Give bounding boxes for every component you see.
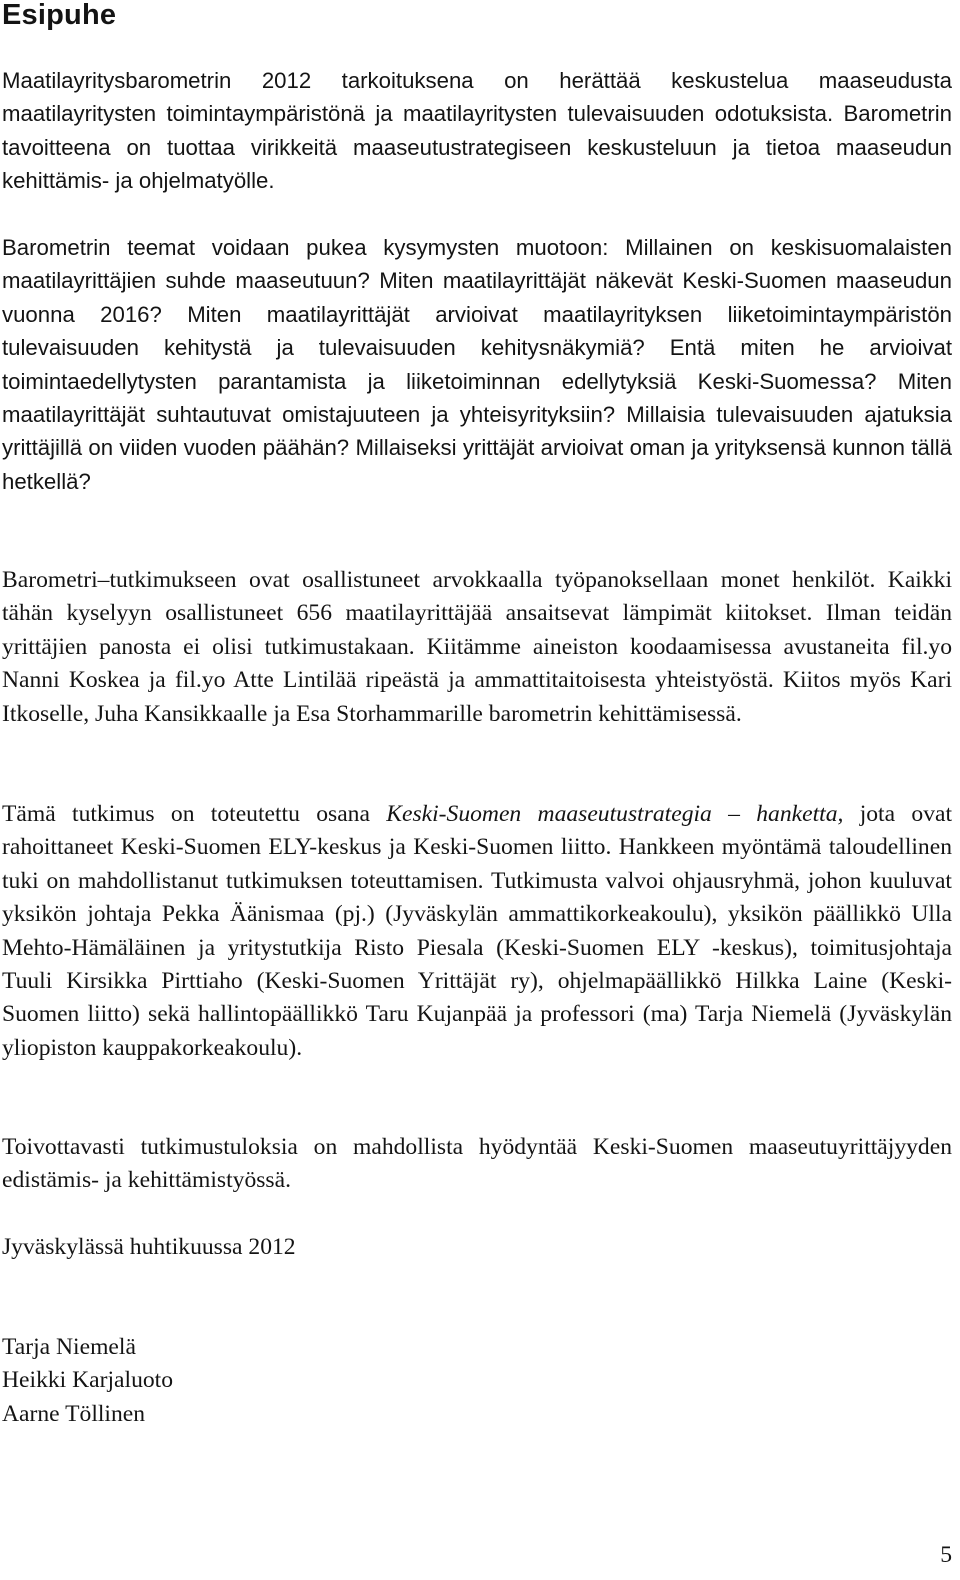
page-heading: Esipuhe <box>2 0 117 31</box>
paragraph-acknowledgements: Barometri–tutkimukseen ovat osallistuneet arvokkaalla työpanoksellaan monet henkilöt. Kaikki tähän kyselyyn osallistuneet 656 maatilayrittäjää ansaitsevat lämpimät kiitokset. Ilman teidän yrittäjien panosta ei olisi tutkimustakaan. Kiitämme aineiston koodaamisessa avustaneita fil.yo Nanni Koskea ja fil.yo Atte Lintilää ripeästä ja ammattitaitoisesta yhteistyöstä. Kiitos myös Kari Itkoselle, Juha Kansikkaalle ja Esa Storhammarille barometrin kehittämisessä. <box>2 567 952 727</box>
funding-text-start: Tämä tutkimus on toteutettu osana <box>2 801 387 827</box>
paragraph-hope: Toivottavasti tutkimustuloksia on mahdollista hyödyntää Keski-Suomen maaseutuyrittäjyyden edistämis- ja kehittämistyössä. <box>2 1134 952 1194</box>
signature-name: Aarne Töllinen <box>2 1400 146 1427</box>
signature-name: Heikki Karjaluoto <box>2 1367 174 1394</box>
project-name: Keski-Suomen maaseutustrategia – hanketta, <box>386 801 844 827</box>
funding-text-rest: jota ovat rahoittaneet Keski-Suomen ELY-keskus ja Keski-Suomen liitto. Hankkeen myöntämä taloudellinen tuki on mahdollistanut tutkimuksen toteuttamisen. Tutkimusta valvoi ohjausryhmä, johon kuuluvat yksikön johtaja Pekka Äänismaa (pj.) (Jyväskylän ammattikorkeakoulu), yksikön päällikkö Ulla Mehto-Hämäläinen ja yritystutkija Risto Piesala (Keski-Suomen ELY -keskus), toimitusjohtaja Tuuli Kirsikka Pirttiaho (Keski-Suomen Yrittäjät ry), ohjelmapäällikkö Hilkka Laine (Keski-Suomen liitto) sekä hallintopäällikkö Taru Kujanpää ja professori (ma) Tarja Niemelä (Jyväskylän yliopiston kauppakorkeakoulu). <box>2 801 953 1061</box>
paragraph-purpose: Maatilayritysbarometrin 2012 tarkoituksena on herättää keskustelua maaseudusta maatilayritysten toimintaympäristönä ja maatilayritysten tulevaisuuden odotuksista. Barometrin tavoitteena on tuottaa virikkeitä maaseutustrategiseen keskusteluun ja tietoa maaseudun kehittämis- ja ohjelmatyölle. <box>2 68 952 194</box>
paragraph-themes: Barometrin teemat voidaan pukea kysymysten muotoon: Millainen on keskisuomalaisten maatilayrittäjien suhde maaseutuun? Miten maatilayrittäjät näkevät Keski-Suomen maaseudun vuonna 2016? Miten maatilayrittäjät arvioivat maatilayrityksen liiketoimintaympäristön tulevaisuuden kehitystä ja tulevaisuuden kehitysnäkymiä? Entä miten he arvioivat toimintaedellytysten parantamista ja liiketoiminnan edellytyksiä Keski-Suomessa? Miten maatilayrittäjät suhtautuvat omistajuuteen ja yhteisyrityksiin? Millaisia tulevaisuuden ajatuksia yrittäjillä on viiden vuoden päähän? Millaiseksi yrittäjät arvioivat oman ja yrityksensä kunnon tällä hetkellä? <box>2 235 952 494</box>
signature-block <box>2 1331 173 1431</box>
page-number: 5 <box>940 1542 952 1568</box>
paragraph-funding <box>2 798 952 1065</box>
place-date: Jyväskylässä huhtikuussa 2012 <box>2 1234 296 1260</box>
signature-name: Tarja Niemelä <box>2 1334 136 1360</box>
